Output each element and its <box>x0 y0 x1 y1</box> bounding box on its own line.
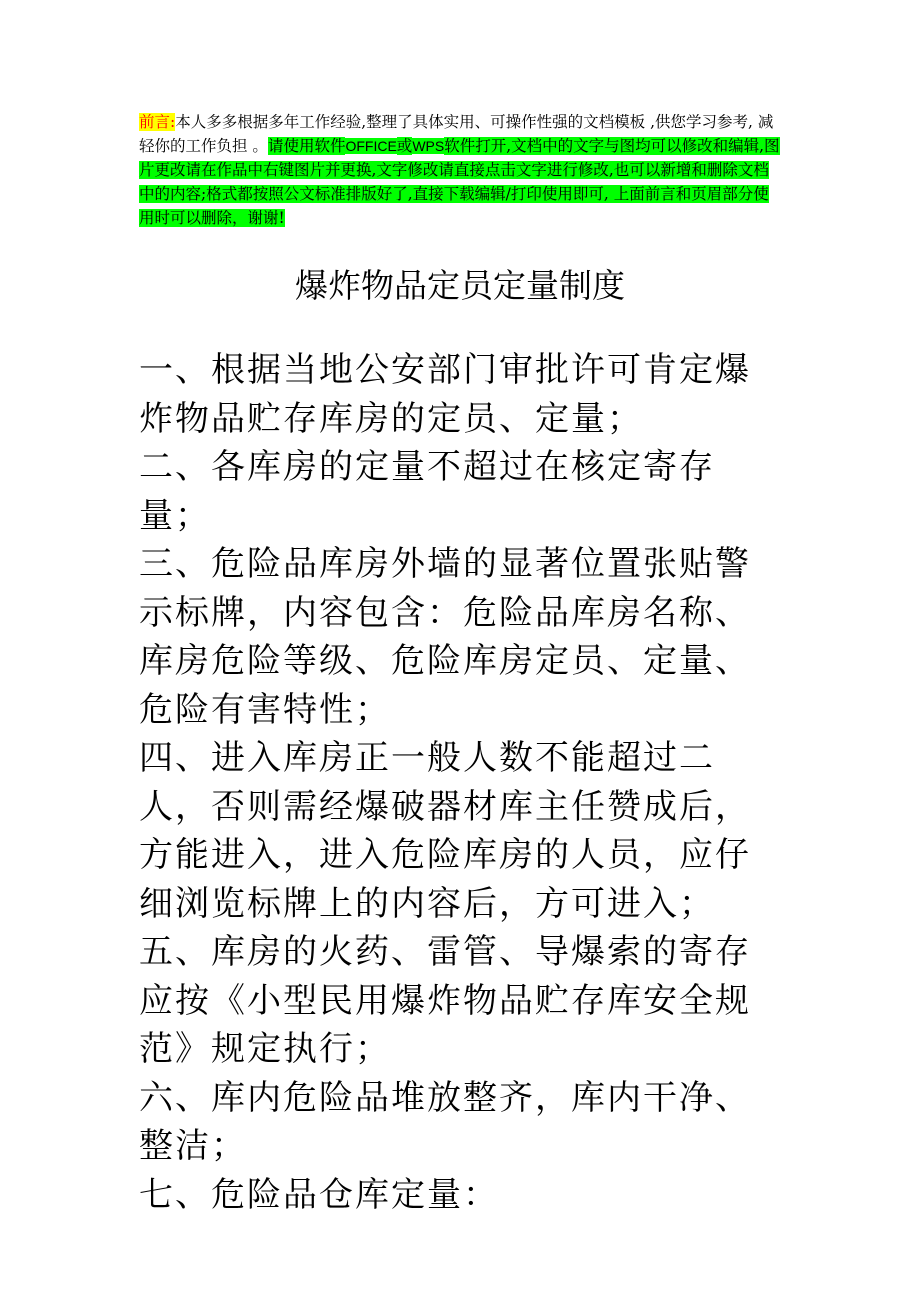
preface-label-highlight <box>139 113 175 131</box>
preface-wps-word: WPS <box>412 138 445 154</box>
preface-paragraph <box>139 110 784 230</box>
preface-text: 本人多多根据多年工作经验,整理了具体实用、可操作性强的文档模板 ,供您学习参考, 减轻你的工作负担 。 <box>139 113 774 155</box>
document-body <box>139 346 779 1219</box>
clause-6: 六、库内危险品堆放整齐，库内干净、整洁； <box>139 1077 751 1166</box>
clause-4: 四、进入库房正一般人数不能超过二人，否则需经爆破器材库主任赞成后，方能进入，进入危险库房的人员，应仔细浏览标牌上的内容后，方可进入； <box>139 738 751 924</box>
document-title: 爆炸物品定员定量制度 <box>295 266 625 305</box>
preface-or-word: 或 <box>396 137 413 155</box>
clause-5: 五、库房的火药、雷管、导爆索的寄存应按《小型民用爆炸物品贮存库安全规范》规定执行； <box>139 932 751 1069</box>
clause-1: 一、根据当地公安部门审批许可肯定爆炸物品贮存库房的定员、定量； <box>139 350 751 439</box>
clause-7: 七、危险品仓库定量： <box>139 1174 499 1215</box>
clause-3: 三、危险品库房外墙的显著位置张贴警示标牌，内容包含：危险品库房名称、库房危险等级、危险库房定员、定量、危险有害特性； <box>139 544 751 730</box>
preface-instruction-start: 请使用软件 <box>267 137 346 155</box>
preface-instruction-rest: 软件打开,文档中的文字与图均可以修改和编辑,图片更改请在作品中右键图片并更换,文字修改请直接点击文字进行修改,也可以新增和删除文档中的内容;格式都按照公文标准排版好了,直接下载编辑/打印使用即可, 上面前言和页眉部分使用时可以删除，谢谢! <box>139 137 780 227</box>
clause-2: 二、各库房的定量不超过在核定寄存量； <box>139 447 715 536</box>
preface-label: 前言: <box>139 113 176 131</box>
preface-office-word: OFFICE <box>345 138 397 154</box>
